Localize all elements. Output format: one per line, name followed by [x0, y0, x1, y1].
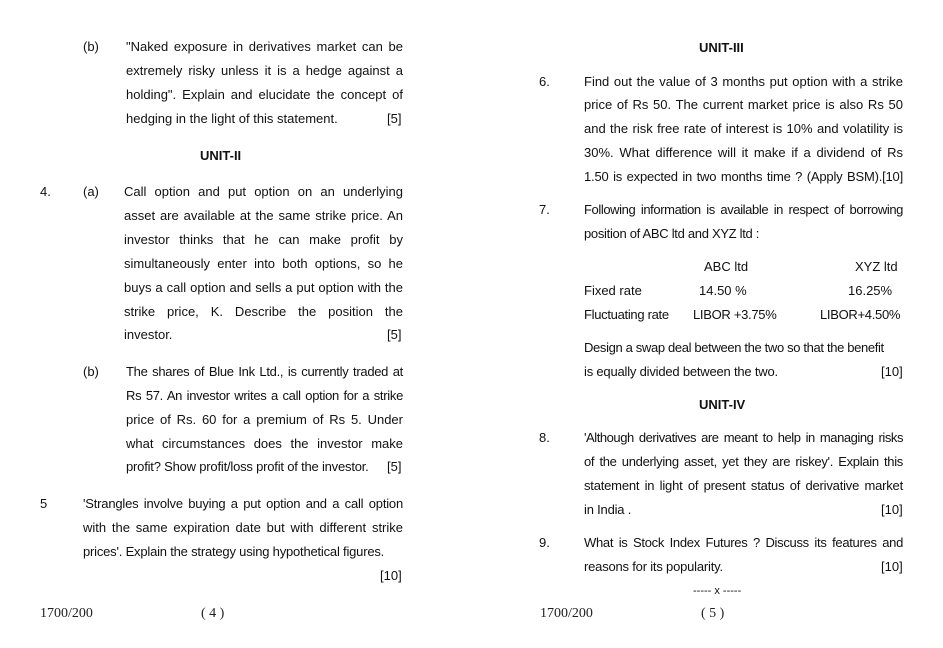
question-text-line: simultaneously enter into both options, so he	[124, 256, 403, 271]
question-number: 4.	[40, 184, 51, 199]
sub-label: (b)	[83, 39, 99, 54]
marks-label: [5]	[387, 327, 402, 342]
paper-code: 1700/200	[540, 606, 593, 621]
question-text-line: hedging in the light of this statement.	[126, 111, 338, 126]
paper-code: 1700/200	[40, 606, 93, 621]
marks-label: [10]	[881, 559, 903, 574]
table-row-label: Fluctuating rate	[584, 307, 669, 322]
unit-heading: UNIT-IV	[699, 397, 746, 412]
table-cell: LIBOR +3.75%	[693, 307, 777, 322]
question-text-line: is equally divided between the two.	[584, 364, 778, 379]
question-number: 8.	[539, 430, 550, 445]
question-text-line: in India .	[584, 502, 632, 517]
question-text-line: Find out the value of 3 months put option with a strike	[584, 74, 903, 89]
question-text-line: prices'. Explain the strategy using hypothetical figures.	[83, 544, 385, 559]
marks-label: [10]	[881, 502, 903, 517]
marks-label: [10]	[380, 568, 402, 583]
question-text-line: extremely risky unless it is a hedge against a	[126, 63, 403, 78]
question-text-line: Following information is available in respect of borrowing	[584, 202, 903, 217]
question-text-line: 'Strangles involve buying a put option and a call option	[83, 496, 403, 511]
question-text-line: holding". Explain and elucidate the concept of	[126, 87, 403, 102]
question-text-line: Design a swap deal between the two so that the benefit	[584, 340, 884, 355]
question-text-line: with the same expiration date but with different strike	[83, 520, 403, 535]
question-number: 5	[40, 496, 48, 511]
marks-label: [10]	[881, 364, 903, 379]
question-text-line: The shares of Blue Ink Ltd., is currently traded at	[126, 364, 403, 379]
question-text-line: profit? Show profit/loss profit of the investor.	[126, 459, 369, 474]
unit-heading: UNIT-III	[699, 40, 744, 55]
marks-label: [5]	[387, 111, 402, 126]
question-text-line: What is Stock Index Futures ? Discuss its features and	[584, 535, 903, 550]
page-number: ( 5 )	[701, 606, 725, 621]
unit-heading: UNIT-II	[200, 148, 242, 163]
page-number: ( 4 )	[201, 606, 225, 621]
question-text-line: buys a call option and sells a put option with the	[124, 280, 403, 295]
question-text-line: strike price, K. Describe the position the	[124, 304, 403, 319]
table-header-xyz: XYZ ltd	[855, 259, 898, 274]
question-text-line: Rs 57. An investor writes a call option for a strike	[126, 388, 403, 403]
end-of-paper-mark: ----- x -----	[693, 585, 742, 597]
question-number: 9.	[539, 535, 550, 550]
question-text-line: 30%. What difference will it make if a dividend of Rs	[584, 145, 903, 160]
question-text-line: asset are available at the same strike price. An	[124, 208, 403, 223]
question-text-line: Call option and put option on an underlying	[124, 184, 403, 199]
question-text-line: 1.50 is expected in two months time ? (Apply BSM).[10]	[584, 169, 903, 184]
question-text-line: investor thinks that he can make profit by	[124, 232, 403, 247]
question-text-line: of the underlying asset, yet they are riskey'. Explain this	[584, 454, 903, 469]
marks-label: [5]	[387, 459, 402, 474]
question-number: 7.	[539, 202, 550, 217]
sub-label: (b)	[83, 364, 99, 379]
question-text-line: position of ABC ltd and XYZ ltd :	[584, 226, 760, 241]
question-text-line: statement in light of present status of derivative market	[584, 478, 903, 493]
table-cell: LIBOR+4.50%	[820, 307, 901, 322]
question-text-line: reasons for its popularity.	[584, 559, 723, 574]
question-text-line: 'Although derivatives are meant to help in managing risks	[584, 430, 903, 445]
table-cell: 14.50 %	[699, 283, 747, 298]
sub-label: (a)	[83, 184, 99, 199]
question-text-line: and the risk free rate of interest is 10% and volatility is	[584, 121, 903, 136]
table-header-abc: ABC ltd	[704, 259, 749, 274]
question-text-line: price of Rs 50. The current market price is also Rs 50	[584, 97, 903, 112]
question-text-line: "Naked exposure in derivatives market can be	[126, 39, 403, 54]
question-text-line: what circumstances does the investor make	[126, 436, 403, 451]
question-text-line: investor.	[124, 327, 173, 342]
table-cell: 16.25%	[848, 283, 893, 298]
question-text-line: price of Rs. 60 for a premium of Rs 5. Under	[126, 412, 403, 427]
question-number: 6.	[539, 74, 550, 89]
table-row-label: Fixed rate	[584, 283, 642, 298]
